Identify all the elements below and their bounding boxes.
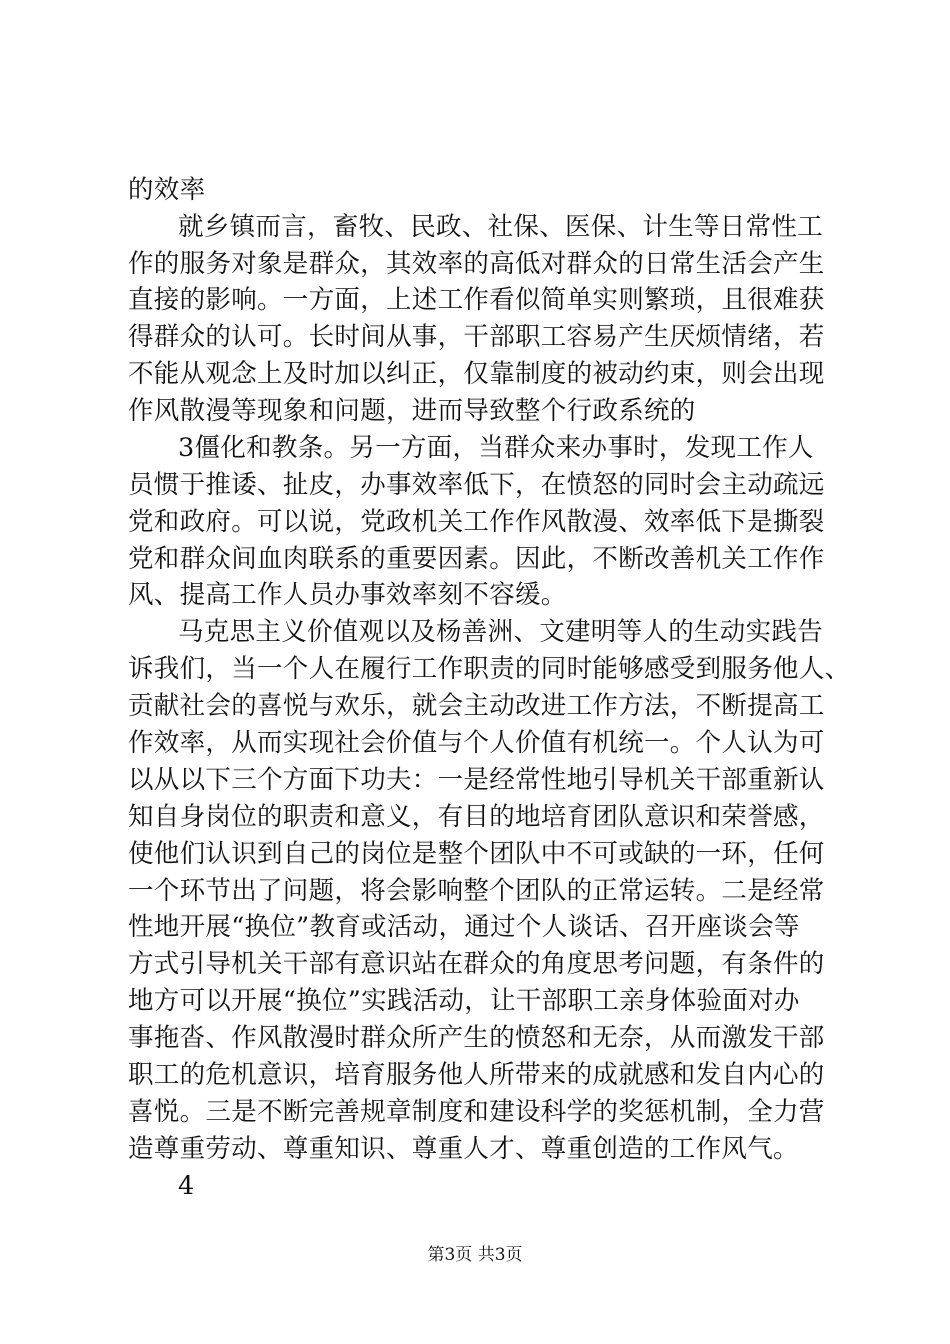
text-line: 风、提高工作人员办事效率刻不容缓。 (128, 580, 567, 610)
text-line: 4 (178, 1171, 195, 1201)
text-line: 作风散漫等现象和问题，进而导致整个行政系统的 (128, 396, 696, 426)
text-line: 3僵化和教条。另一方面，当群众来办事时，发现工作人 (178, 433, 814, 463)
text-line: 知自身岗位的职责和意义，有目的地培育团队意识和荣誉感， (128, 802, 825, 832)
text-line: 造尊重劳动、尊重知识、尊重人才、尊重创造的工作风气。 (128, 1134, 799, 1164)
text-line: 地方可以开展“换位”实践活动，让干部职工亲身体验面对办 (128, 986, 800, 1016)
text-line: 作效率，从而实现社会价值与个人价值有机统一。个人认为可 (128, 728, 825, 758)
text-line: 不能从观念上及时加以纠正，仅靠制度的被动约束，则会出现 (128, 359, 825, 389)
text-line: 性地开展“换位”教育或活动，通过个人谈话、召开座谈会等 (128, 912, 800, 942)
text-line: 诉我们，当一个人在履行工作职责的同时能够感受到服务他人、 (128, 654, 851, 684)
text-line: 以从以下三个方面下功夫：一是经常性地引导机关干部重新认 (128, 765, 825, 795)
text-line: 贡献社会的喜悦与欢乐，就会主动改进工作方法，不断提高工 (128, 691, 825, 721)
text-line: 职工的危机意识，培育服务他人所带来的成就感和发自内心的 (128, 1060, 825, 1090)
text-line: 事拖沓、作风散漫时群众所产生的愤怒和无奈，从而激发干部 (128, 1023, 825, 1053)
text-line: 党和政府。可以说，党政机关工作作风散漫、效率低下是撕裂 (128, 507, 825, 537)
text-line: 喜悦。三是不断完善规章制度和建设科学的奖惩机制，全力营 (128, 1097, 825, 1127)
text-line: 作的服务对象是群众，其效率的高低对群众的日常生活会产生 (128, 249, 825, 279)
text-line: 员惯于推诿、扯皮，办事效率低下，在愤怒的同时会主动疏远 (128, 470, 825, 500)
text-line: 使他们认识到自己的岗位是整个团队中不可或缺的一环，任何 (128, 839, 825, 869)
text-line: 就乡镇而言，畜牧、民政、社保、医保、计生等日常性工 (178, 212, 824, 242)
page-footer: 第3页 共3页 (427, 1245, 523, 1265)
text-line: 一个环节出了问题，将会影响整个团队的正常运转。二是经常 (128, 876, 825, 906)
text-line: 的效率 (128, 175, 206, 205)
text-line: 直接的影响。一方面，上述工作看似简单实则繁琐，且很难获 (128, 285, 825, 315)
text-line: 得群众的认可。长时间从事，干部职工容易产生厌烦情绪，若 (128, 322, 825, 352)
text-line: 马克思主义价值观以及杨善洲、文建明等人的生动实践告 (178, 617, 824, 647)
text-line: 党和群众间血肉联系的重要因素。因此，不断改善机关工作作 (128, 544, 825, 574)
text-line: 方式引导机关干部有意识站在群众的角度思考问题，有条件的 (128, 949, 825, 979)
